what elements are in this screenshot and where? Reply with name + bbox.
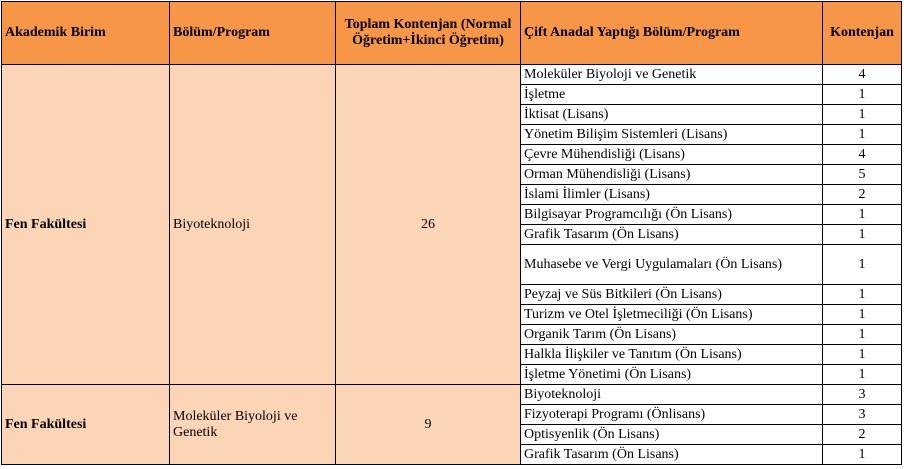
group-2-unit: Fen Fakültesi xyxy=(2,385,170,465)
row-quota: 3 xyxy=(823,405,902,425)
row-program: Biyoteknoloji xyxy=(521,385,823,405)
row-program: Çevre Mühendisliği (Lisans) xyxy=(521,145,823,165)
row-quota: 1 xyxy=(823,245,902,285)
row-quota: 1 xyxy=(823,105,902,125)
group-2-total: 9 xyxy=(336,385,521,465)
row-quota: 1 xyxy=(823,225,902,245)
row-quota: 1 xyxy=(823,205,902,225)
group-1-total: 26 xyxy=(336,65,521,385)
header-row xyxy=(2,2,902,65)
row-quota: 3 xyxy=(823,385,902,405)
row-program: Grafik Tasarım (Ön Lisans) xyxy=(521,225,823,245)
table-body xyxy=(2,65,902,465)
row-quota: 2 xyxy=(823,185,902,205)
group-1-program: Biyoteknoloji xyxy=(170,65,336,385)
row-quota: 2 xyxy=(823,425,902,445)
row-program: Yönetim Bilişim Sistemleri (Lisans) xyxy=(521,125,823,145)
row-program: İktisat (Lisans) xyxy=(521,105,823,125)
row-program: Grafik Tasarım (Ön Lisans) xyxy=(521,445,823,465)
row-program: Organik Tarım (Ön Lisans) xyxy=(521,325,823,345)
header-quota: Kontenjan xyxy=(823,2,902,65)
row-program: Halkla İlişkiler ve Tanıtım (Ön Lisans) xyxy=(521,345,823,365)
row-quota: 1 xyxy=(823,345,902,365)
row-program: Orman Mühendisliği (Lisans) xyxy=(521,165,823,185)
row-program: Moleküler Biyoloji ve Genetik xyxy=(521,65,823,85)
row-quota: 4 xyxy=(823,145,902,165)
row-quota: 1 xyxy=(823,445,902,465)
quota-table xyxy=(1,1,902,465)
row-program: İşletme xyxy=(521,85,823,105)
row-quota: 1 xyxy=(823,305,902,325)
row-program: Muhasebe ve Vergi Uygulamaları (Ön Lisans) xyxy=(521,245,823,285)
group-2-program: Moleküler Biyoloji ve Genetik xyxy=(170,385,336,465)
row-program: İşletme Yönetimi (Ön Lisans) xyxy=(521,365,823,385)
table-header xyxy=(2,2,902,65)
row-program: Fizyoterapi Programı (Önlisans) xyxy=(521,405,823,425)
table-row xyxy=(2,65,902,85)
header-program: Bölüm/Program xyxy=(170,2,336,65)
header-unit: Akademik Birim xyxy=(2,2,170,65)
table-row xyxy=(2,385,902,405)
row-quota: 1 xyxy=(823,285,902,305)
header-total: Toplam Kontenjan (Normal Öğretim+İkinci Öğretim) xyxy=(336,2,521,65)
row-program: Bilgisayar Programcılığı (Ön Lisans) xyxy=(521,205,823,225)
row-program: Turizm ve Otel İşletmeciliği (Ön Lisans) xyxy=(521,305,823,325)
header-double-major: Çift Anadal Yaptığı Bölüm/Program xyxy=(521,2,823,65)
row-quota: 1 xyxy=(823,365,902,385)
row-quota: 4 xyxy=(823,65,902,85)
row-program: Peyzaj ve Süs Bitkileri (Ön Lisans) xyxy=(521,285,823,305)
row-quota: 1 xyxy=(823,125,902,145)
row-program: İslami İlimler (Lisans) xyxy=(521,185,823,205)
row-quota: 1 xyxy=(823,85,902,105)
row-program: Optisyenlik (Ön Lisans) xyxy=(521,425,823,445)
row-quota: 5 xyxy=(823,165,902,185)
row-quota: 1 xyxy=(823,325,902,345)
group-1-unit: Fen Fakültesi xyxy=(2,65,170,385)
